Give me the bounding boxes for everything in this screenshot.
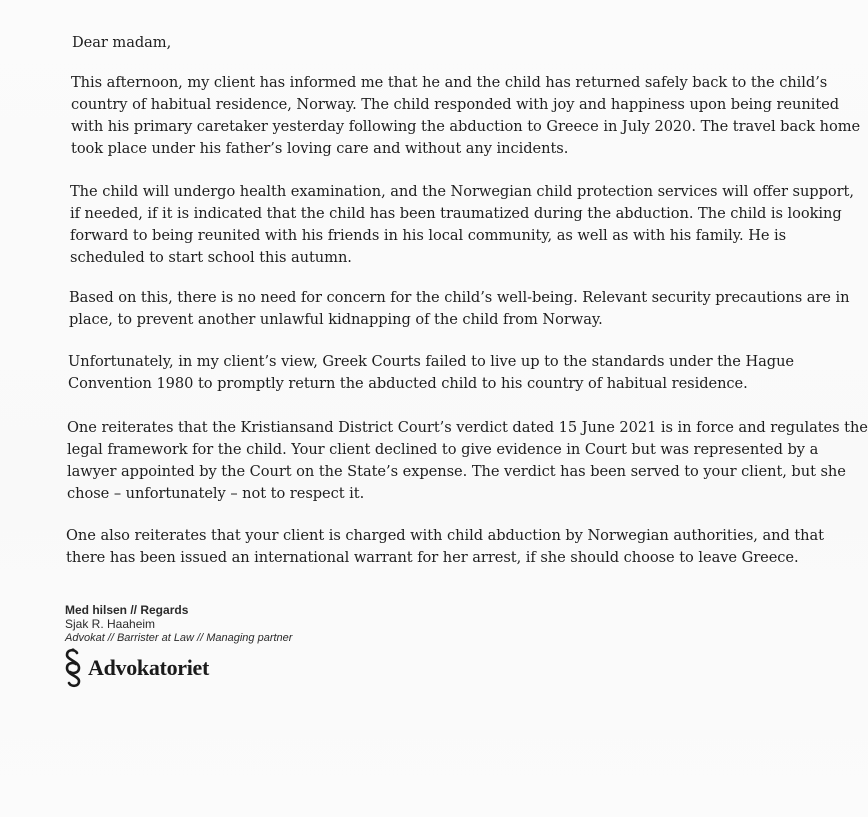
- paragraph-line: if needed, if it is indicated that the child has been traumatized during the abduction. The child is looking: [70, 205, 842, 222]
- paragraph-line: lawyer appointed by the Court on the State’s expense. The verdict has been served to your client, but she: [67, 463, 846, 480]
- paragraph-line: The child will undergo health examination, and the Norwegian child protection services will offer support,: [70, 183, 854, 200]
- company-logo: [62, 646, 209, 690]
- paragraph-line: scheduled to start school this autumn.: [70, 249, 352, 266]
- paragraph-line: country of habitual residence, Norway. The child responded with joy and happiness upon being reunited: [71, 96, 840, 113]
- signature-block: [65, 603, 292, 645]
- paragraph-2: [70, 181, 854, 269]
- paragraph-line: took place under his father’s loving care and without any incidents.: [71, 140, 569, 157]
- paragraph-1: [71, 72, 860, 160]
- paragraph-line: place, to prevent another unlawful kidnapping of the child from Norway.: [69, 311, 603, 328]
- paragraph-line: Convention 1980 to promptly return the abducted child to his country of habitual residence.: [68, 375, 748, 392]
- salutation: Dear madam,: [72, 34, 172, 51]
- paragraph-line: with his primary caretaker yesterday following the abduction to Greece in July 2020. The travel back home: [71, 118, 861, 135]
- paragraph-line: chose – unfortunately – not to respect it.: [67, 485, 365, 502]
- paragraph-5: [67, 417, 868, 505]
- logo-text: Advokatoriet: [88, 655, 210, 680]
- regards-line: Med hilsen // Regards: [65, 603, 189, 617]
- signer-name: Sjak R. Haaheim: [65, 617, 156, 631]
- paragraph-line: Unfortunately, in my client’s view, Greek Courts failed to live up to the standards under the Hague: [68, 353, 795, 370]
- paragraph-line: forward to being reunited with his friends in his local community, as well as with his family. He is: [70, 227, 787, 244]
- signer-title: Advokat // Barrister at Law // Managing partner: [65, 632, 293, 644]
- paragraph-6: [66, 525, 824, 569]
- paragraph-3: [69, 287, 849, 331]
- section-sign-icon: [62, 647, 84, 689]
- paragraph-line: One also reiterates that your client is charged with child abduction by Norwegian authorities, and that: [66, 527, 824, 544]
- paragraph-line: Based on this, there is no need for concern for the child’s well-being. Relevant security precautions are in: [69, 289, 850, 306]
- paragraph-line: legal framework for the child. Your client declined to give evidence in Court but was represented by a: [67, 441, 819, 458]
- paragraph-line: This afternoon, my client has informed me that he and the child has returned safely back to the child’s: [71, 74, 828, 91]
- paragraph-line: there has been issued an international warrant for her arrest, if she should choose to leave Greece.: [66, 549, 799, 566]
- paragraph-line: One reiterates that the Kristiansand District Court’s verdict dated 15 June 2021 is in force and regulates the: [67, 419, 868, 436]
- paragraph-4: [68, 351, 794, 395]
